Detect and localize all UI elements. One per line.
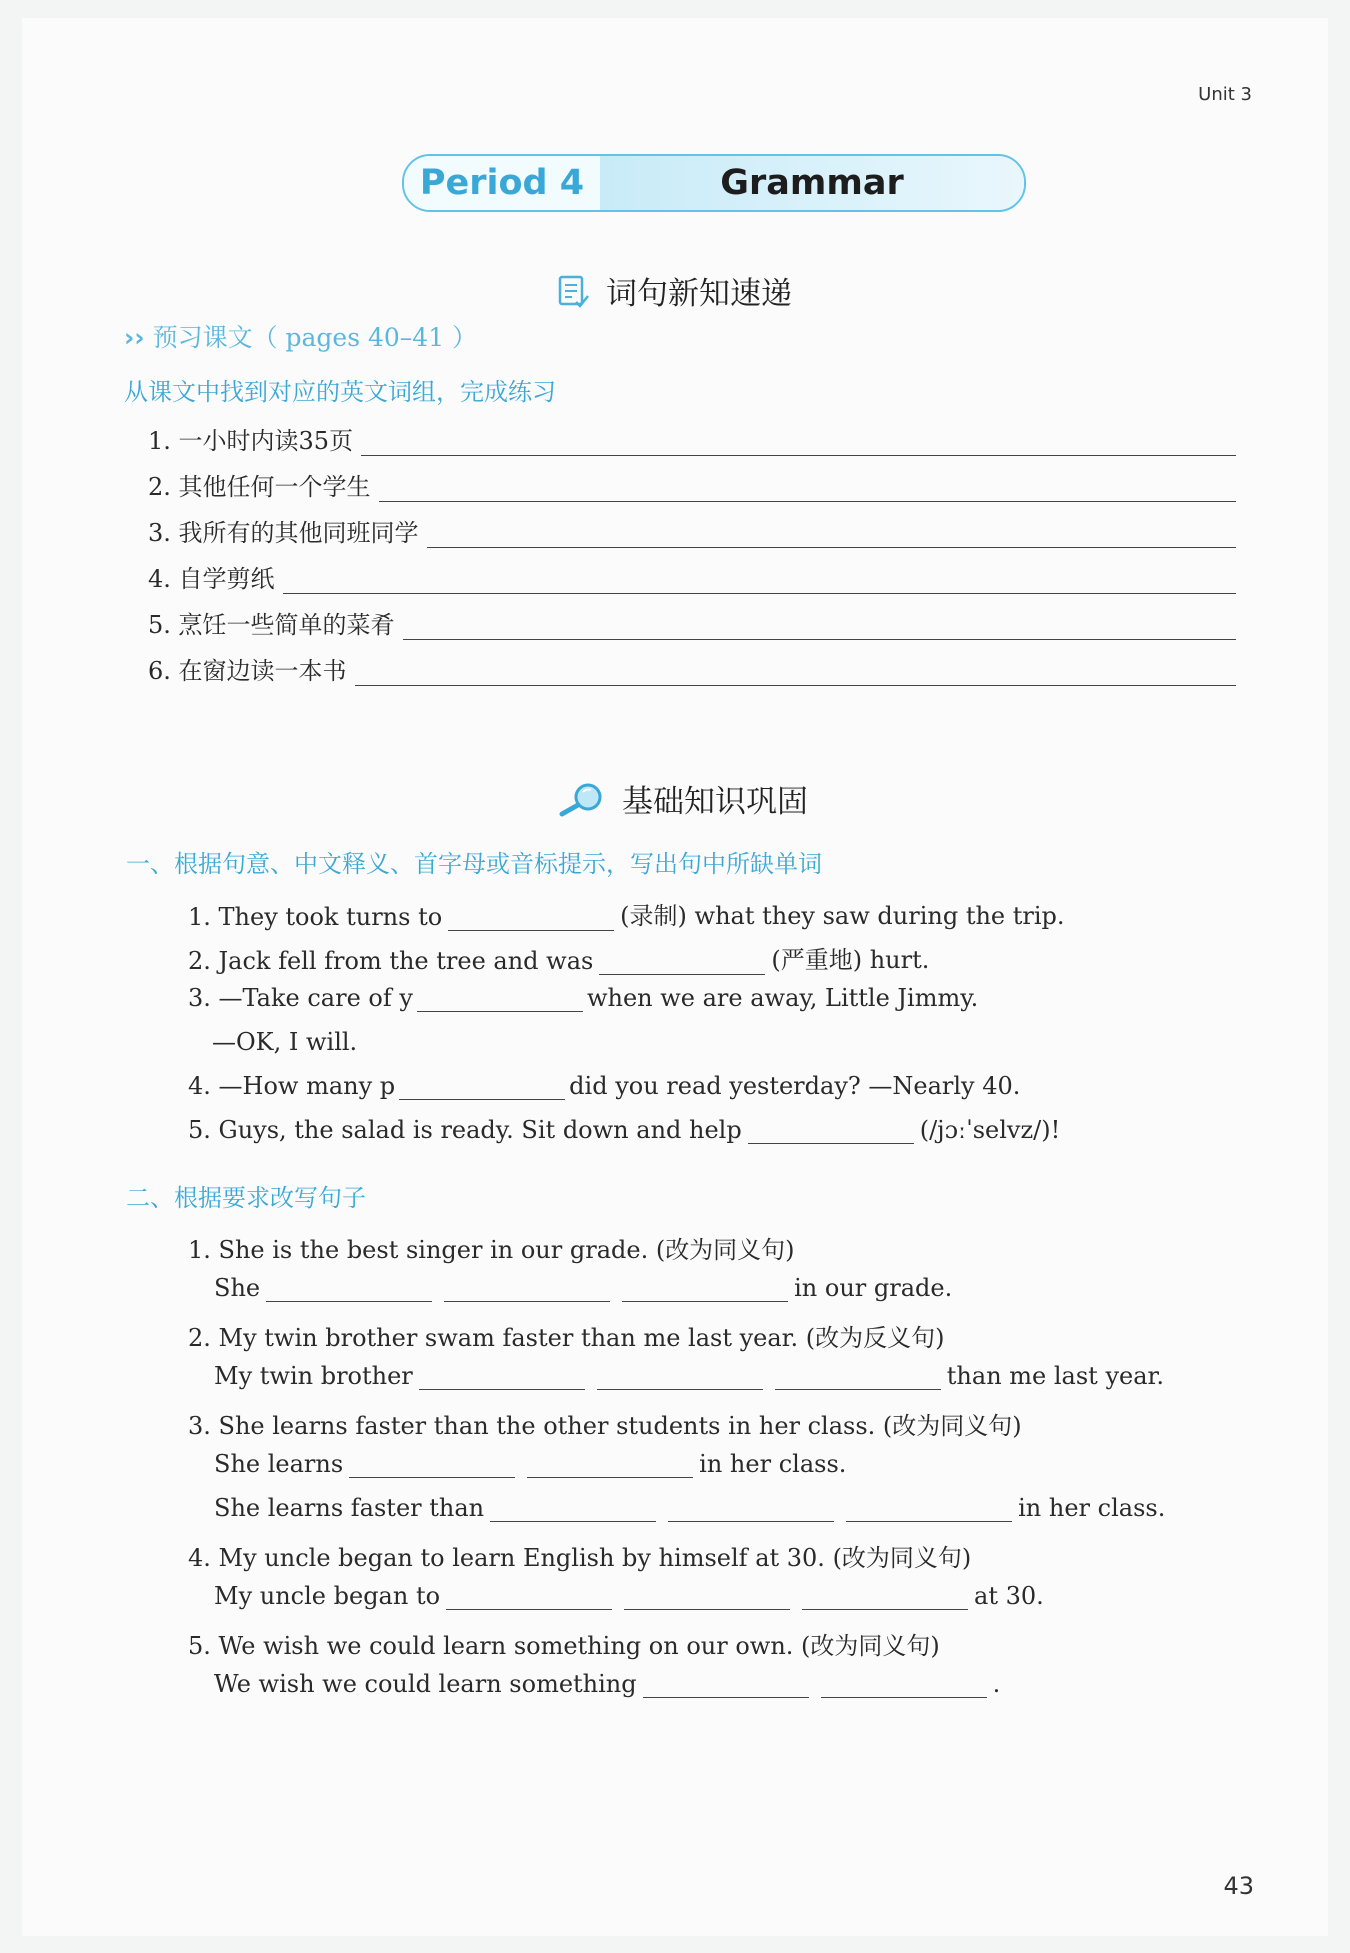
question-text: in her class. bbox=[699, 1450, 847, 1478]
page-number bbox=[1223, 1872, 1254, 1900]
answer-blank[interactable] bbox=[802, 1585, 968, 1610]
question-b3-answer-2 bbox=[214, 1494, 1165, 1522]
section2-title bbox=[556, 776, 808, 821]
question-text: My twin brother bbox=[214, 1362, 413, 1390]
question-text: 3. —Take care of y bbox=[188, 984, 413, 1012]
question-a1 bbox=[188, 896, 1065, 931]
answer-line[interactable] bbox=[379, 475, 1236, 502]
answer-blank[interactable] bbox=[490, 1497, 656, 1522]
notebook-icon bbox=[556, 274, 590, 308]
question-a2 bbox=[188, 940, 929, 975]
list-item bbox=[148, 420, 1236, 456]
period-banner bbox=[402, 154, 1026, 212]
answer-blank[interactable] bbox=[266, 1277, 432, 1302]
answer-line[interactable] bbox=[283, 567, 1236, 594]
answer-blank[interactable] bbox=[643, 1673, 809, 1698]
answer-blank[interactable] bbox=[527, 1453, 693, 1478]
question-b2-answer bbox=[214, 1362, 1164, 1390]
question-text: at 30. bbox=[974, 1582, 1044, 1610]
item-text: 4. 自学剪纸 bbox=[148, 565, 275, 593]
section1-title bbox=[556, 268, 792, 313]
question-a3-reply: —OK, I will. bbox=[212, 1028, 358, 1056]
section1-instruction: 从课文中找到对应的英文词组，完成练习 bbox=[124, 378, 556, 406]
question-text: did you read yesterday? —Nearly 40. bbox=[569, 1072, 1021, 1100]
question-b3-prompt: 3. She learns faster than the other students in her class. (改为同义句) bbox=[188, 1412, 1022, 1440]
question-text: than me last year. bbox=[946, 1362, 1164, 1390]
question-b2-prompt: 2. My twin brother swam faster than me last year. (改为反义句) bbox=[188, 1324, 945, 1352]
partB-heading: 二、根据要求改写句子 bbox=[126, 1184, 366, 1212]
question-text: 5. Guys, the salad is ready. Sit down and help bbox=[188, 1116, 742, 1144]
item-text: 3. 我所有的其他同班同学 bbox=[148, 519, 419, 547]
answer-blank[interactable] bbox=[448, 906, 614, 931]
question-text: 2. Jack fell from the tree and was bbox=[188, 947, 594, 975]
item-text: 5. 烹饪一些简单的菜肴 bbox=[148, 611, 395, 639]
list-item bbox=[148, 512, 1236, 548]
list-item bbox=[148, 558, 1236, 594]
workbook-page bbox=[22, 18, 1328, 1936]
question-b4-answer bbox=[214, 1582, 1044, 1610]
section1-title-text: 词句新知速递 bbox=[606, 276, 792, 312]
page-number-text: 43 bbox=[1223, 1872, 1254, 1900]
question-text: 1. They took turns to bbox=[188, 903, 443, 931]
question-text: (/jɔːˈselvz/)! bbox=[919, 1116, 1061, 1144]
answer-blank[interactable] bbox=[599, 950, 765, 975]
answer-blank[interactable] bbox=[417, 987, 583, 1012]
answer-blank[interactable] bbox=[622, 1277, 788, 1302]
answer-line[interactable] bbox=[427, 521, 1236, 548]
magnifier-icon bbox=[556, 781, 606, 817]
section2-title-text: 基础知识巩固 bbox=[622, 784, 808, 820]
question-text: She learns bbox=[214, 1450, 344, 1478]
unit-label: Unit 3 bbox=[1198, 84, 1252, 105]
answer-line[interactable] bbox=[403, 613, 1236, 640]
answer-blank[interactable] bbox=[668, 1497, 834, 1522]
question-text: when we are away, Little Jimmy. bbox=[586, 984, 979, 1012]
question-a4 bbox=[188, 1072, 1020, 1100]
question-text: (严重地) hurt. bbox=[771, 946, 930, 974]
question-text: We wish we could learn something bbox=[214, 1670, 637, 1698]
item-text: 1. 一小时内读35页 bbox=[148, 427, 354, 455]
answer-blank[interactable] bbox=[748, 1119, 914, 1144]
question-text: She bbox=[214, 1274, 261, 1302]
question-b5-answer bbox=[214, 1670, 1000, 1698]
answer-line[interactable] bbox=[361, 429, 1236, 456]
answer-blank[interactable] bbox=[444, 1277, 610, 1302]
list-item bbox=[148, 604, 1236, 640]
answer-blank[interactable] bbox=[419, 1365, 585, 1390]
answer-blank[interactable] bbox=[821, 1673, 987, 1698]
answer-blank[interactable] bbox=[775, 1365, 941, 1390]
question-text: My uncle began to bbox=[214, 1582, 441, 1610]
topic-label: Grammar bbox=[600, 156, 1024, 210]
period-label: Period 4 bbox=[404, 156, 600, 210]
question-text: in our grade. bbox=[794, 1274, 953, 1302]
question-b4-prompt: 4. My uncle began to learn English by himself at 30. (改为同义句) bbox=[188, 1544, 972, 1572]
question-text: . bbox=[992, 1670, 1001, 1698]
question-b5-prompt: 5. We wish we could learn something on our own. (改为同义句) bbox=[188, 1632, 940, 1660]
question-a5 bbox=[188, 1116, 1060, 1144]
chevron-icon: ›› bbox=[124, 323, 145, 352]
question-text: in her class. bbox=[1018, 1494, 1166, 1522]
answer-blank[interactable] bbox=[846, 1497, 1012, 1522]
question-b1-answer bbox=[214, 1274, 952, 1302]
preview-line bbox=[124, 318, 477, 354]
question-b3-answer bbox=[214, 1450, 846, 1478]
answer-blank[interactable] bbox=[349, 1453, 515, 1478]
preview-label: 预习课文（ pages 40–41 ） bbox=[152, 323, 478, 352]
item-text: 6. 在窗边读一本书 bbox=[148, 657, 347, 685]
partA-heading: 一、根据句意、中文释义、首字母或音标提示，写出句中所缺单词 bbox=[126, 850, 822, 878]
question-text: She learns faster than bbox=[214, 1494, 485, 1522]
question-b1-prompt: 1. She is the best singer in our grade. (改为同义句) bbox=[188, 1236, 795, 1264]
answer-blank[interactable] bbox=[446, 1585, 612, 1610]
answer-blank[interactable] bbox=[399, 1075, 565, 1100]
question-a3 bbox=[188, 984, 978, 1012]
question-text: 4. —How many p bbox=[188, 1072, 396, 1100]
answer-blank[interactable] bbox=[597, 1365, 763, 1390]
item-text: 2. 其他任何一个学生 bbox=[148, 473, 371, 501]
question-text: (录制) what they saw during the trip. bbox=[620, 902, 1065, 930]
answer-line[interactable] bbox=[355, 659, 1236, 686]
list-item bbox=[148, 650, 1236, 686]
list-item bbox=[148, 466, 1236, 502]
answer-blank[interactable] bbox=[624, 1585, 790, 1610]
